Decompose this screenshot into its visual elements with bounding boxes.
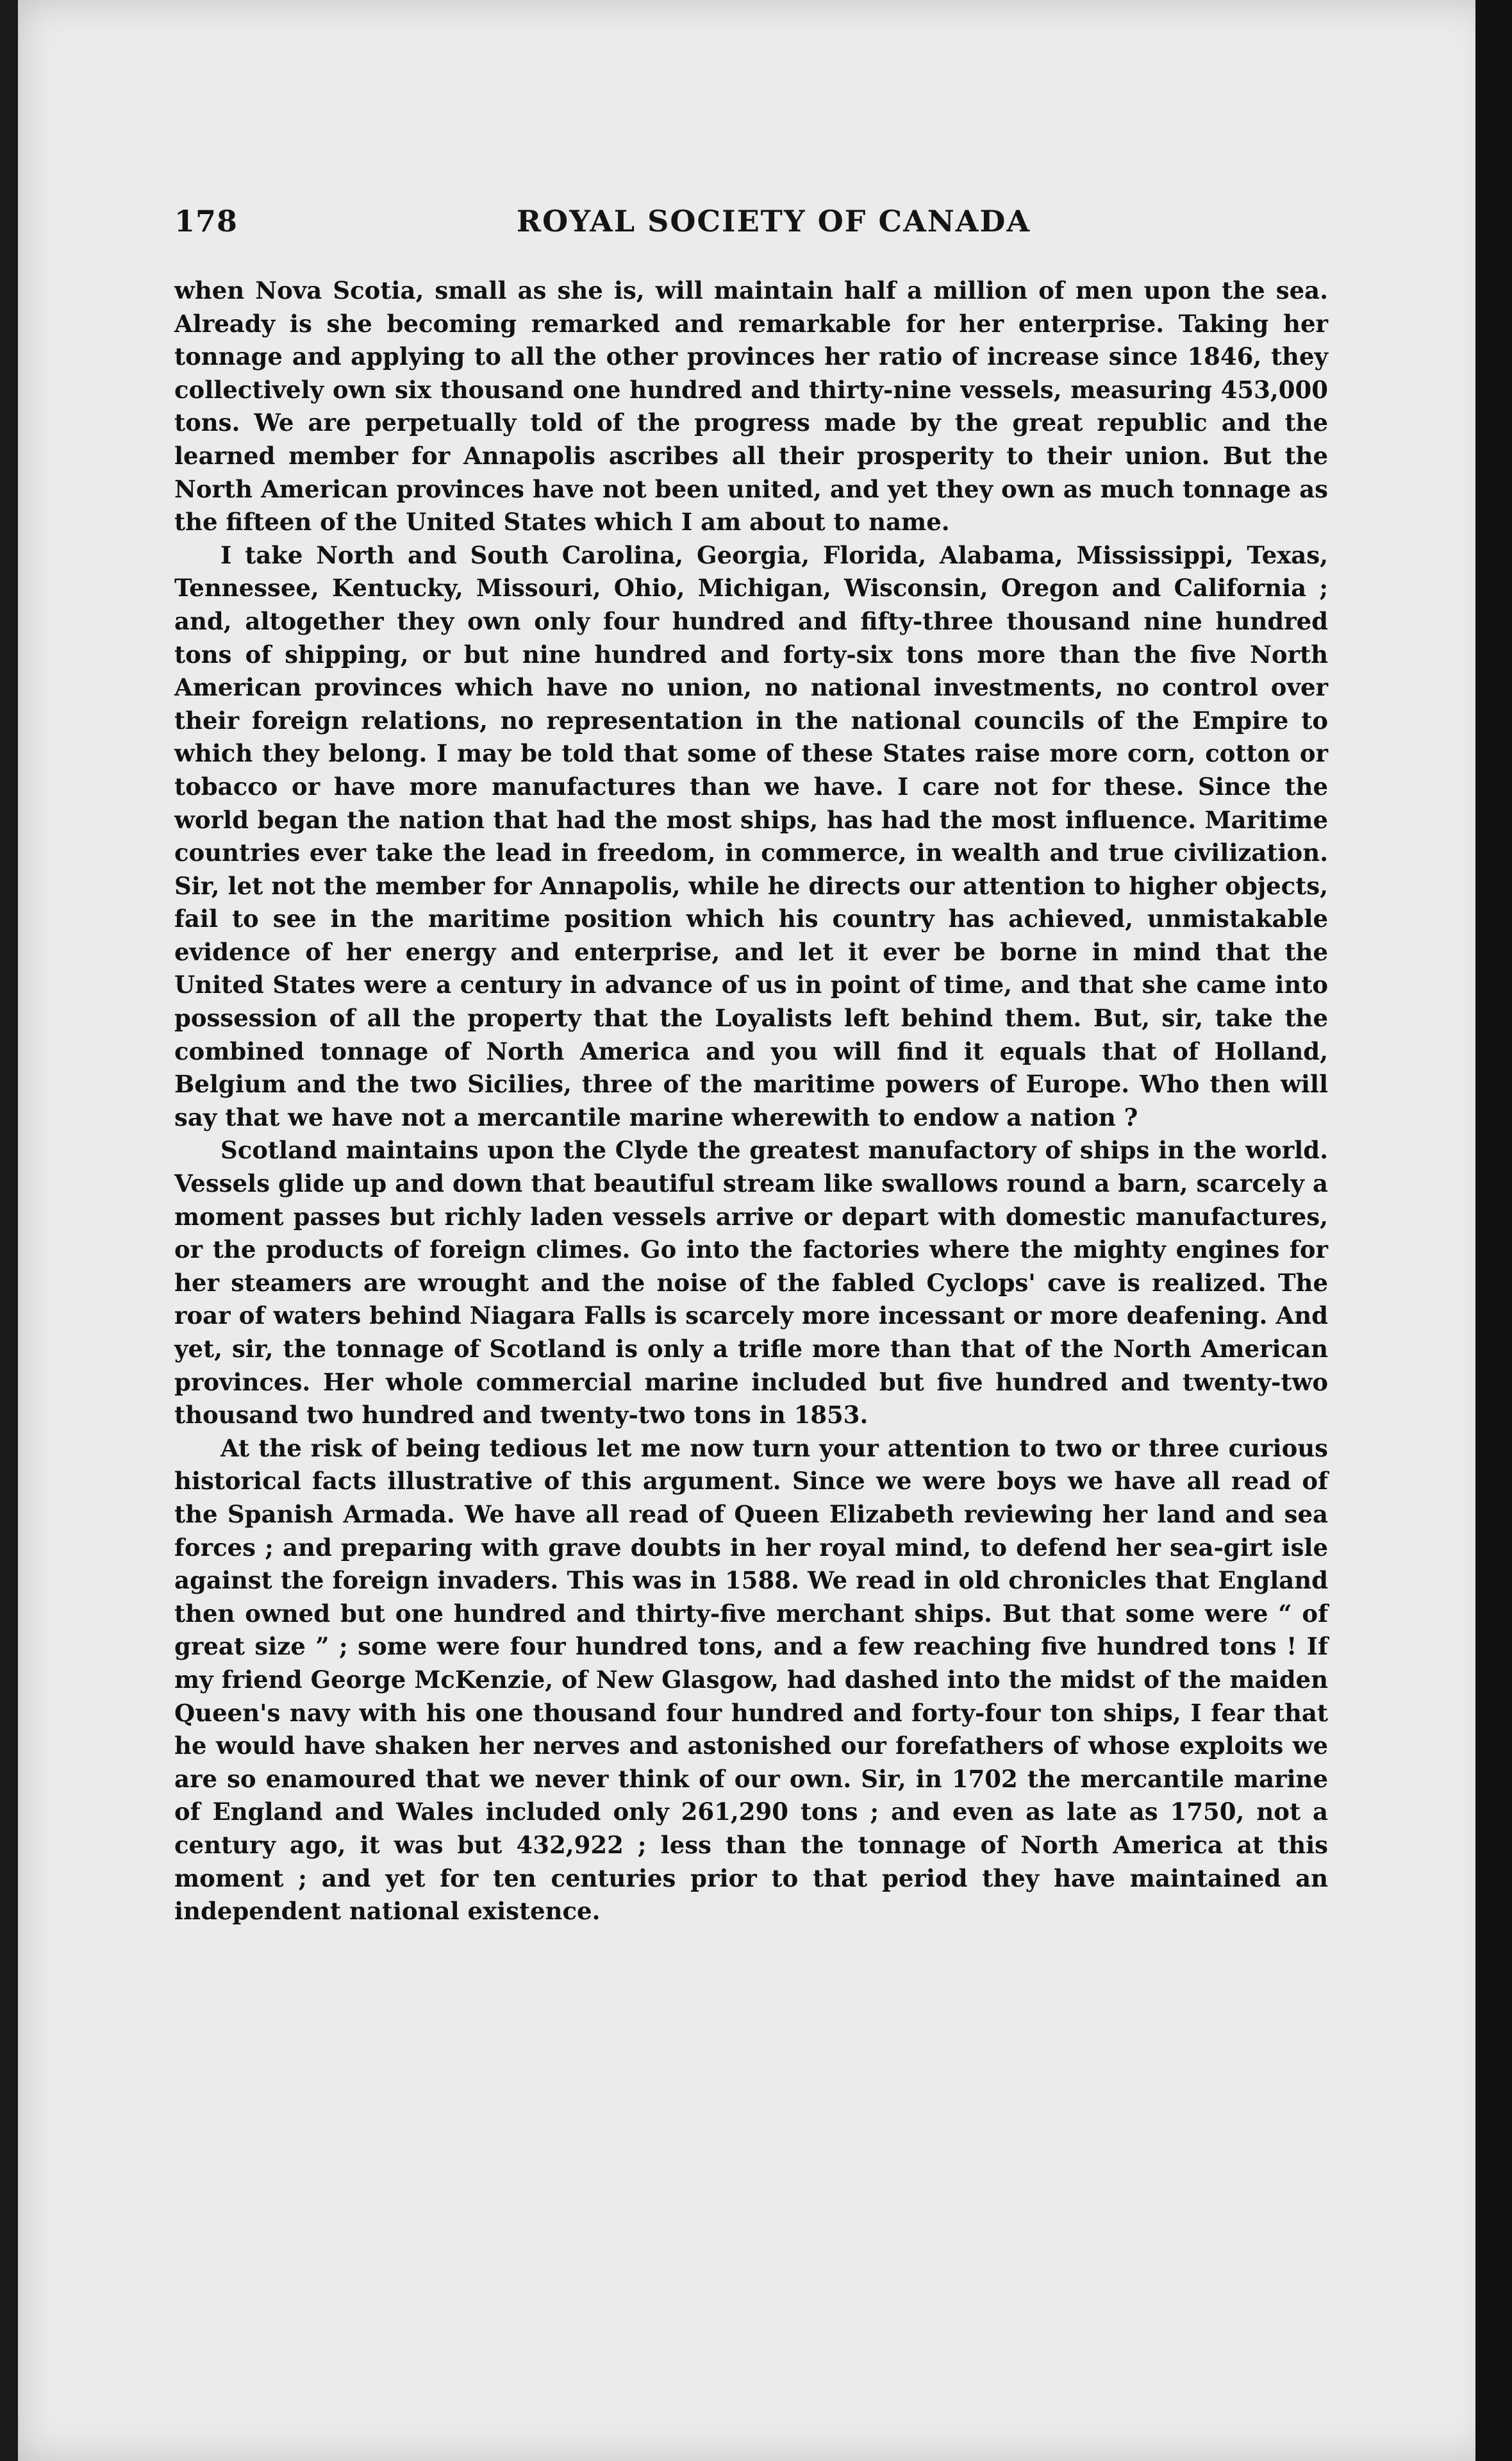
paragraph-4: At the risk of being tedious let me now turn your attention to two or three curious historical facts illustrative of this argument. Since we were boys we have all read of the Spanish Armada. We have all read of Queen Elizabeth reviewing her land and sea forces ; and preparing with grave doubts in her royal mind, to defend her sea-girt isle against the foreign invaders. This was in 1588. We read in old chronicles that England then owned but one hundred and thirty-five merchant ships. But that some were “ of great size ” ; some were four hundred tons, and a few reaching five hundred tons ! If my friend George McKenzie, of New Glasgow, had dashed into the midst of the maiden Queen's navy with his one thousand four hundred and forty-four ton ships, I fear that he would have shaken her nerves and astonished our forefathers of whose exploits we are so enamoured that we never think of our own. Sir, in 1702 the mercantile marine of England and Wales included only 261,290 tons ; and even as late as 1750, not a century ago, it was but 432,922 ; less than the tonnage of North America at this moment ; and yet for ten centuries prior to that period they have maintained an independent national existence.	[174, 1433, 1328, 1926]
paragraph-1: when Nova Scotia, small as she is, will maintain half a million of men upon the sea. Already is she becoming remarked and remarkable for her enterprise. Taking her tonnage and applying to all the other provinces her ratio of increase since 1846, they collectively own six thousand one hundred and thirty-nine vessels, measuring 453,000 tons. We are perpetually told of the progress made by the great republic and the learned member for Annapolis ascribes all their prosperity to their union. But the North American provinces have not been united, and yet they own as much tonnage as the fifteen of the United States which I am about to name.	[174, 276, 1328, 537]
paragraph-3: Scotland maintains upon the Clyde the greatest manufactory of ships in the world. Vessels glide up and down that beautiful stream like swallows round a barn, scarcely a moment passes but richly laden vessels arrive or depart with domestic manufactures, or the products of foreign climes. Go into the factories where the mighty engines for her steamers are wrought and the noise of the fabled Cyclops' cave is realized. The roar of waters behind Niagara Falls is scarcely more incessant or more deafening. And yet, sir, the tonnage of Scotland is only a trifle more than that of the North American provinces. Her whole commercial marine included but five hundred and twenty-two thousand two hundred and twenty-two tons in 1853.	[174, 1136, 1328, 1430]
page-header	[174, 204, 1347, 255]
paragraph-2: I take North and South Carolina, Georgia, Florida, Alabama, Mississippi, Texas, Tennessee, Kentucky, Missouri, Ohio, Michigan, Wisconsin, Oregon and California ; and, altogether they own only four hundred and fifty-three thousand nine hundred tons of shipping, or but nine hundred and forty-six tons more than the five North American provinces which have no union, no national investments, no control over their foreign relations, no representation in the national councils of the Empire to which they belong. I may be told that some of these States raise more corn, cotton or tobacco or have more manufactures than we have. I care not for these. Since the world began the nation that had the most ships, has had the most influence. Maritime countries ever take the lead in freedom, in commerce, in wealth and true civilization. Sir, let not the member for Annapolis, while he directs our attention to higher objects, fail to see in the maritime position which his country has achieved, unmistakable evidence of her energy and enterprise, and let it ever be borne in mind that the United States were a century in advance of us in point of time, and that she came into possession of all the property that the Loyalists left behind them. But, sir, take the combined tonnage of North America and you will find it equals that of Holland, Belgium and the two Sicilies, three of the maritime powers of Europe. Who then will say that we have not a mercantile marine wherewith to endow a nation ?	[174, 540, 1328, 1131]
page-number: 178	[174, 204, 238, 238]
running-head: ROYAL SOCIETY OF CANADA	[516, 204, 1031, 238]
scan-left-margin	[0, 0, 18, 2461]
body-text	[174, 274, 1328, 1928]
scan-right-margin	[1475, 0, 1512, 2461]
